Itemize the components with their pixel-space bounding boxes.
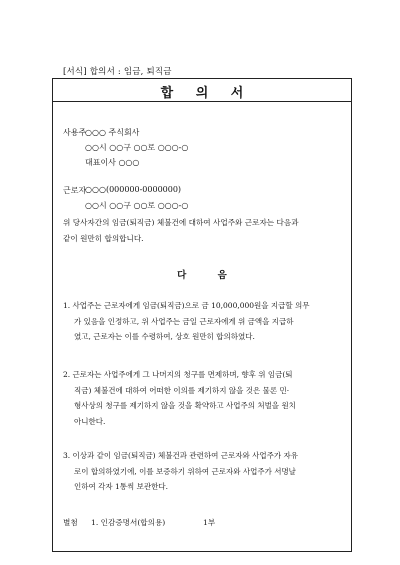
clause-3-line-1: 3. 이상과 같이 임금(퇴직금) 체불건과 관련하여 근로자와 사업주가 자유 [63,451,298,460]
document-title: 합 의 서 [160,86,253,101]
clause-2-line-2: 직금) 체불건에 대하여 어떠한 이의를 제기하지 않을 것은 물론 민· [74,385,290,395]
intro-line-2: 같이 원만히 합의합니다. [63,233,144,243]
employer-company: ○○○ 주식회사 [85,128,140,137]
clause-1-line-3: 였고, 근로자는 이를 수령하여, 상호 원만히 합의하였다. [74,332,255,341]
clause-1-line-2: 가 있음을 인정하고, 위 사업주는 금일 근로자에게 위 금액을 지급하 [74,316,294,326]
clause-2-line-4: 아니한다. [74,416,106,426]
agreement-document [52,78,352,552]
attachment-count: 1부 [203,518,216,527]
employer-representative: 대표이사 ○○○ [85,158,140,167]
attachment-item: 1. 인감증명서(합의용) [91,518,166,527]
employer-address: ○○시 ○○구 ○○로 ○○○-○ [85,143,189,152]
intro-line-1: 위 당사자간의 임금(퇴직금) 체불건에 대하여 사업주와 근로자는 다음과 [63,218,299,227]
section-heading: 다 음 [177,270,241,281]
worker-name-id: ○○○(000000-0000000) [85,185,182,194]
clause-3-line-3: 인하여 각자 1통씩 보관한다. [74,482,169,491]
clause-1 [63,298,341,345]
worker-label: 근로자 [63,186,87,195]
attachment-label: 별첨 [63,518,78,527]
clause-3 [63,448,341,495]
intro-paragraph [63,215,343,246]
clause-3-line-2: 로이 합의하였기에, 이를 보증하기 위하여 근로자와 사업주가 서명날 [74,466,296,476]
clause-2 [63,367,341,429]
worker-address: ○○시 ○○구 ○○로 ○○○-○ [85,201,189,210]
form-label: [서식] 합의서 : 임금, 퇴직금 [63,67,172,77]
clause-2-line-3: 형사상의 청구를 제기하지 않을 것을 확약하고 사업주의 처벌을 원치 [74,401,296,410]
employer-label: 사용주 [63,128,87,137]
clause-2-line-1: 2. 근로자는 사업주에게 그 나머지의 청구를 면제하며, 향후 위 임금(퇴 [63,370,293,379]
clause-1-line-1: 1. 사업주는 근로자에게 임금(퇴직금)으로 금 10,000,000원을 지급할 의무 [63,301,310,310]
title-row [53,79,351,102]
